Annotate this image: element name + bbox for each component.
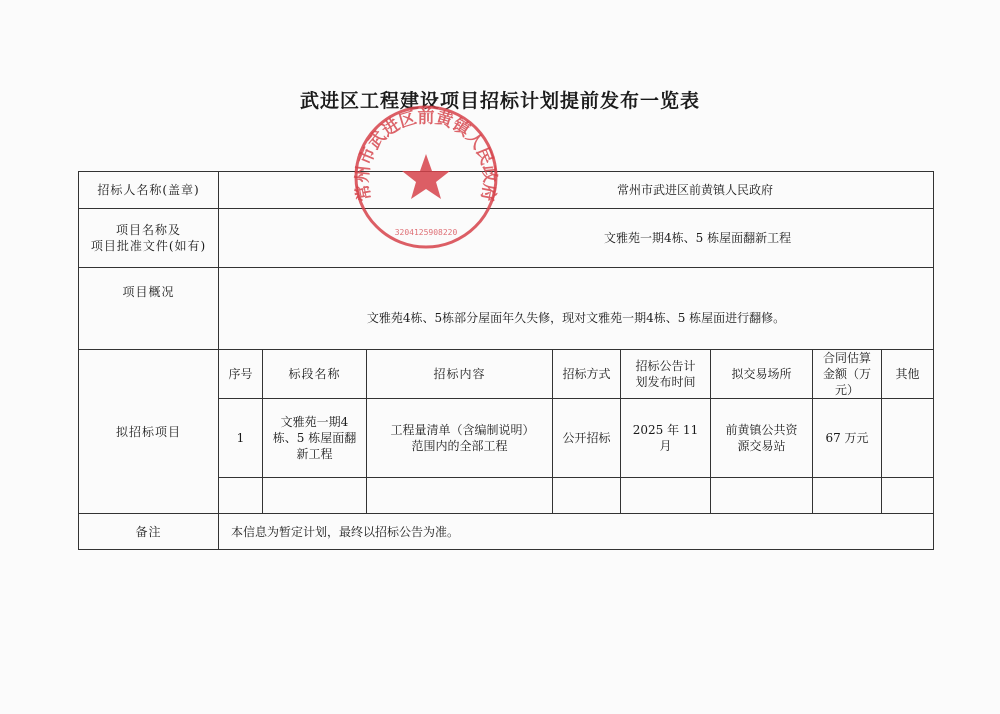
empty-cell bbox=[553, 478, 621, 514]
remarks-row bbox=[79, 514, 934, 550]
seal-code: 3204125908220 bbox=[394, 228, 458, 237]
empty-cell bbox=[367, 478, 553, 514]
project-name-row bbox=[79, 209, 934, 268]
header-seq: 序号 bbox=[219, 350, 263, 399]
empty-cell bbox=[219, 478, 263, 514]
header-venue: 拟交易场所 bbox=[711, 350, 813, 399]
cell-content: 工程量清单（含编制说明）范围内的全部工程 bbox=[367, 399, 553, 478]
empty-cell bbox=[882, 478, 934, 514]
cell-publish-time: 2025 年 11 月 bbox=[621, 399, 711, 478]
cell-venue: 前黄镇公共资源交易站 bbox=[711, 399, 813, 478]
header-section: 标段名称 bbox=[263, 350, 367, 399]
project-name-label-line2: 项目批准文件(如有) bbox=[90, 239, 207, 253]
document-title: 武进区工程建设项目招标计划提前发布一览表 bbox=[299, 90, 700, 112]
cell-section: 文雅苑一期4栋、5 栋屋面翻新工程 bbox=[263, 399, 367, 478]
overview-row bbox=[79, 268, 934, 350]
planned-label: 拟招标项目 bbox=[79, 350, 219, 514]
header-content: 招标内容 bbox=[367, 350, 553, 399]
cell-amount: 67 万元 bbox=[813, 399, 882, 478]
project-name-value: 文雅苑一期4栋、5 栋屋面翻新工程 bbox=[219, 209, 934, 268]
header-amount: 合同估算金额（万元） bbox=[813, 350, 882, 399]
empty-cell bbox=[621, 478, 711, 514]
remarks-value: 本信息为暂定计划，最终以招标公告为准。 bbox=[219, 514, 934, 550]
overview-value: 文雅苑4栋、5栋部分屋面年久失修，现对文雅苑一期4栋、5 栋屋面进行翻修。 bbox=[219, 268, 934, 350]
tender-plan-table bbox=[78, 171, 934, 550]
header-publish-time: 招标公告计划发布时间 bbox=[621, 350, 711, 399]
header-method: 招标方式 bbox=[553, 350, 621, 399]
overview-label: 项目概况 bbox=[79, 268, 219, 350]
planned-header-row bbox=[79, 350, 934, 399]
remarks-label: 备注 bbox=[79, 514, 219, 550]
cell-other bbox=[882, 399, 934, 478]
empty-cell bbox=[813, 478, 882, 514]
tenderer-row bbox=[79, 172, 934, 209]
project-name-label-line1: 项目名称及 bbox=[115, 223, 181, 237]
seal-ring-text: 常州市武进区前黄镇人民政府 bbox=[352, 107, 500, 203]
cell-seq: 1 bbox=[219, 399, 263, 478]
cell-method: 公开招标 bbox=[553, 399, 621, 478]
project-name-label bbox=[79, 209, 219, 268]
empty-cell bbox=[711, 478, 813, 514]
header-other: 其他 bbox=[882, 350, 934, 399]
tenderer-label: 招标人名称(盖章) bbox=[79, 172, 219, 209]
empty-cell bbox=[263, 478, 367, 514]
tenderer-value: 常州市武进区前黄镇人民政府 bbox=[219, 172, 934, 209]
